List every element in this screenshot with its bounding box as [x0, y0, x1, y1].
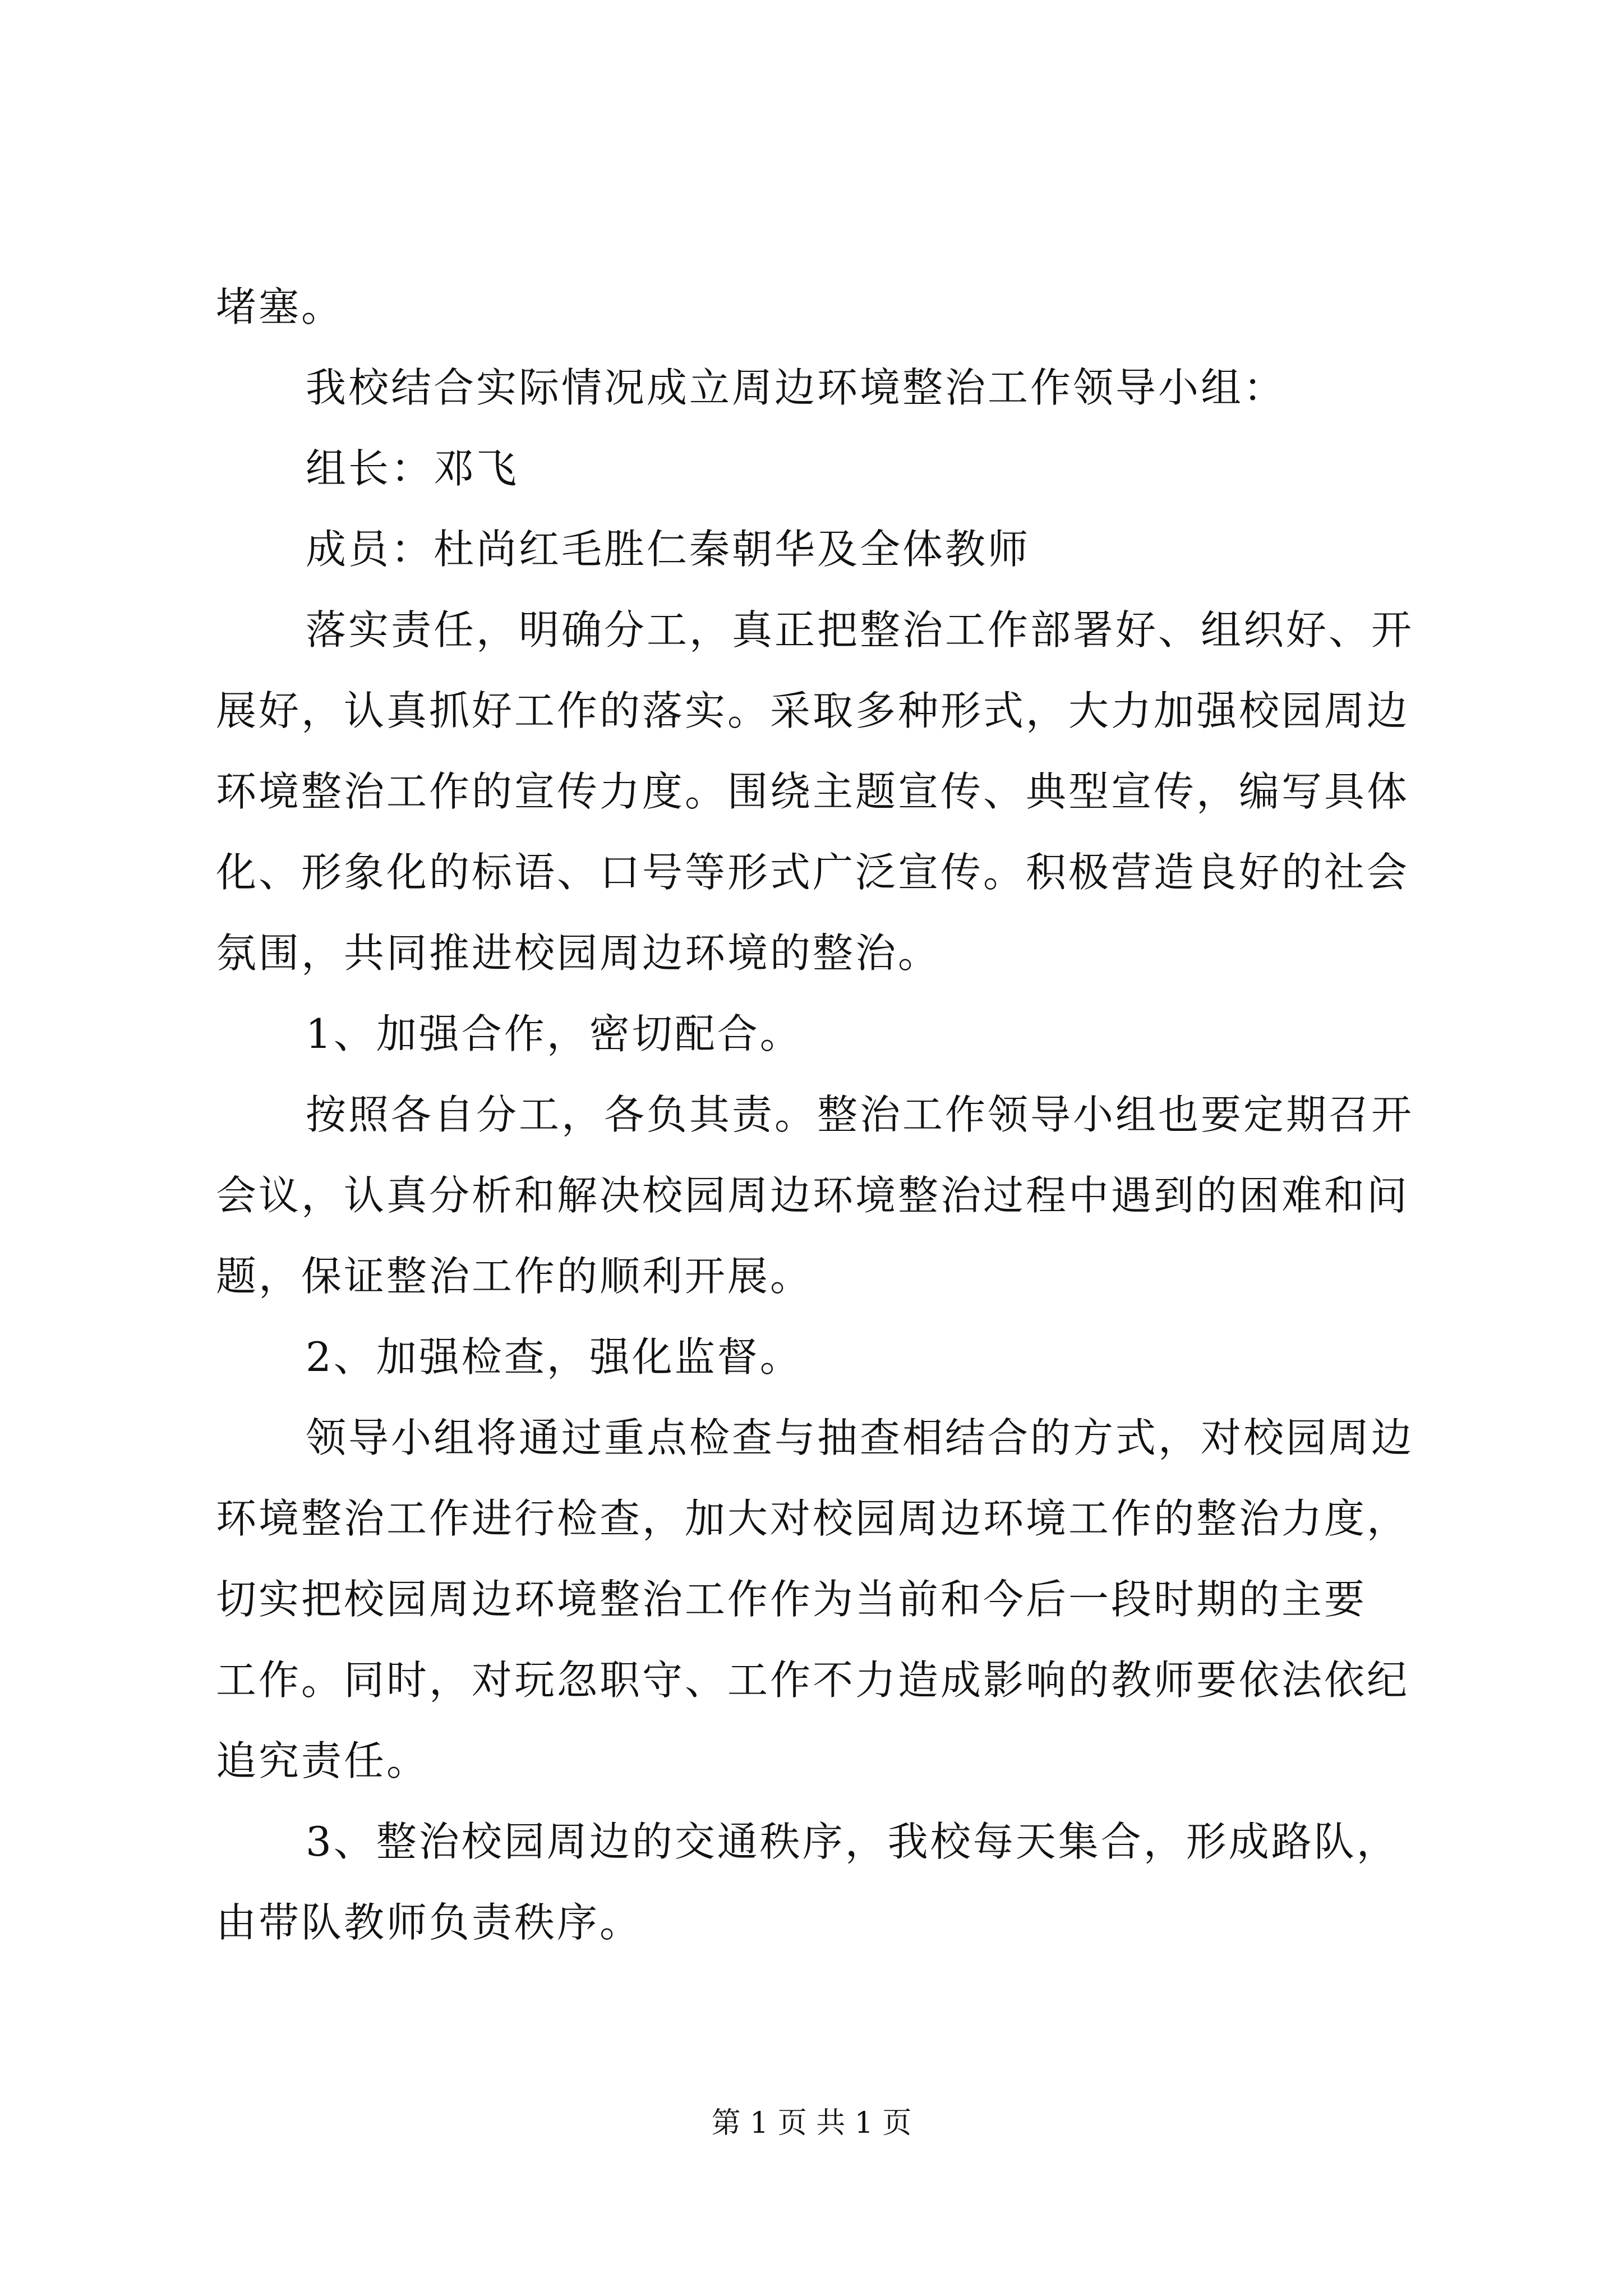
text-line: 2、加强检查，强化监督。 [306, 1333, 803, 1381]
text-line: 落实责任，明确分工，真正把整治工作部署好、组织好、开 [306, 606, 1414, 654]
text-line: 工作。同时，对玩忽职守、工作不力造成影响的教师要依法依纪 [216, 1657, 1410, 1704]
text-line: 环境整治工作进行检查，加大对校园周边环境工作的整治力度， [216, 1495, 1410, 1542]
text-line: 组长：邓飞 [306, 445, 519, 492]
text-line: 我校结合实际情况成立周边环境整治工作领导小组： [306, 364, 1287, 411]
text-line: 追究责任。 [216, 1737, 430, 1784]
text-line: 1、加强合作，密切配合。 [306, 1010, 803, 1057]
text-line: 题，保证整治工作的顺利开展。 [216, 1253, 813, 1300]
text-line: 切实把校园周边环境整治工作作为当前和今后一段时期的主要 [216, 1576, 1367, 1623]
text-line: 成员：杜尚红毛胜仁秦朝华及全体教师 [306, 526, 1031, 573]
text-line: 化、形象化的标语、口号等形式广泛宣传。积极营造良好的社会 [216, 849, 1410, 896]
text-line: 按照各自分工，各负其责。整治工作领导小组也要定期召开 [306, 1091, 1414, 1138]
text-line: 由带队教师负责秩序。 [216, 1899, 643, 1946]
text-line: 环境整治工作的宣传力度。围绕主题宣传、典型宣传，编写具体 [216, 768, 1410, 815]
text-line: 会议，认真分析和解决校园周边环境整治过程中遇到的困难和问 [216, 1172, 1410, 1219]
text-line: 氛围，共同推进校园周边环境的整治。 [216, 930, 941, 977]
text-line: 3、整治校园周边的交通秩序，我校每天集合，形成路队， [306, 1818, 1399, 1865]
text-line: 展好，认真抓好工作的落实。采取多种形式，大力加强校园周边 [216, 687, 1410, 734]
document-body [216, 266, 1427, 1963]
text-line: 领导小组将通过重点检查与抽查相结合的方式，对校园周边 [306, 1414, 1414, 1461]
text-line: 堵塞。 [216, 283, 344, 330]
page-footer: 第 1 页 共 1 页 [711, 2106, 912, 2140]
